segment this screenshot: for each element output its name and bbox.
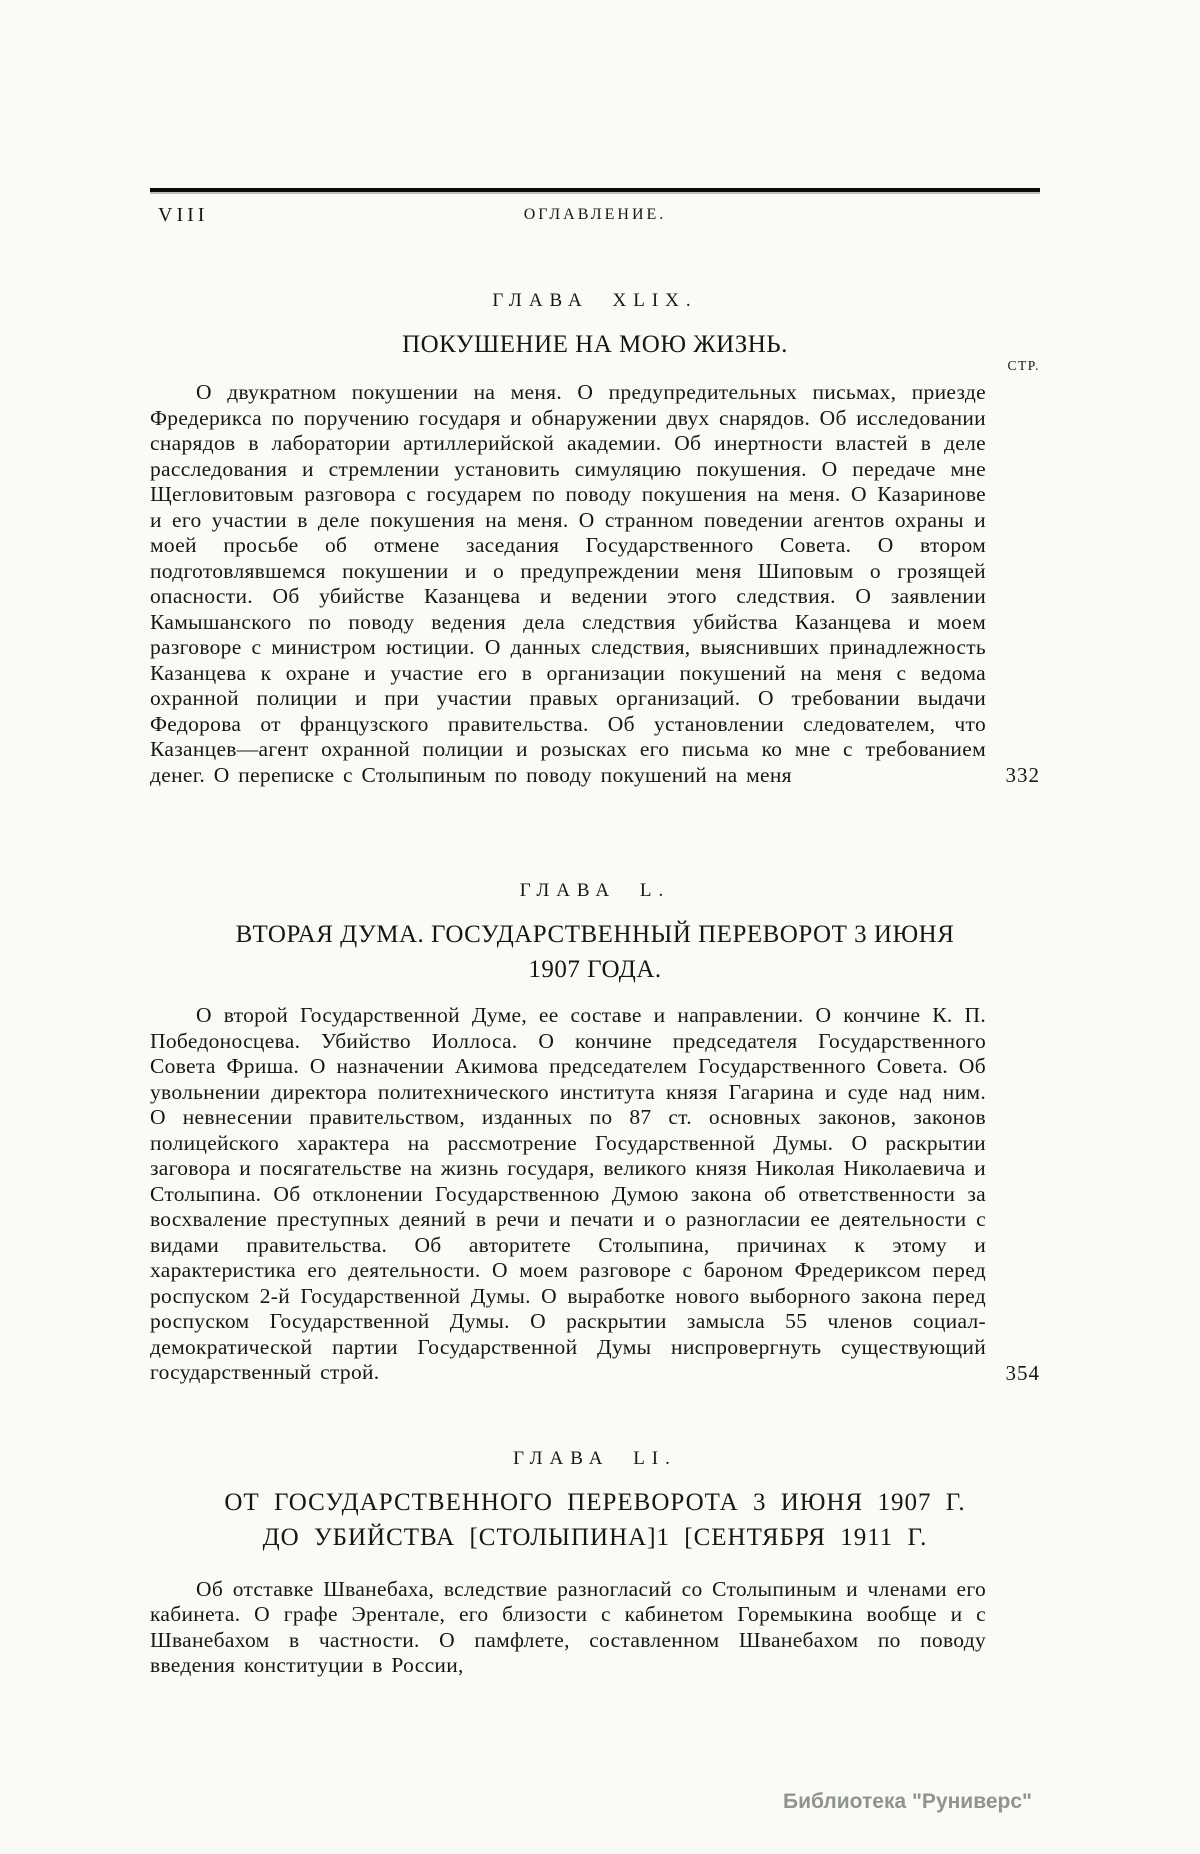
pages-column-header: СТР.: [1007, 358, 1040, 373]
chapter-title: ПОКУШЕНИЕ НА МОЮ ЖИЗНЬ.: [402, 331, 788, 358]
library-watermark: Библиотека "Руниверс": [782, 1790, 1032, 1813]
chapter-summary-block: [150, 1003, 1040, 1386]
running-title: ОГЛАВЛЕНИЕ.: [523, 206, 667, 223]
chapter-page-number: 332: [1005, 763, 1040, 787]
folio-page-number: VIII: [158, 204, 209, 226]
chapter-summary: О двукратном покушении на меня. О предупредительных письмах, приезде Фредерикса по поручению государя и обнаружении двух снарядов. Об исследовании снарядов в лаборатории артиллерийской академии. Об инертности властей в деле расследования и стремлении установить симуляцию покушения. О передаче мне Щегловитовым разговора с государем по поводу покушения на меня. О Казаринове и его участии в деле покушения на меня. О странном поведении агентов охраны и моей просьбе об отмене заседания Государственного Совета. О втором подготовлявшемся покушении и о предупреждении меня Шиповым о грозящей опасности. Об убийстве Казанцева и ведении этого следствия. О заявлении Камышанского по поводу ведения дела следствия убийства Казанцева и моем разговоре с министром юстиции. О данных следствия, выяснивших принадлежность Казанцева к охране и участие его в организации покушений на меня с ведома охранной полиции и при участии правых организаций. О требовании выдачи Федорова от французского правительства. Об установлении следователем, что Казанцев—агент охранной полиции и розысках его письма ко мне с требованием денег. О переписке с Столыпиным по поводу покушений на меня: [150, 380, 986, 787]
chapter-summary: Об отставке Шванебаха, вследствие разногласий со Столыпиным и членами его кабинета. О графе Эрентале, его близости с кабинетом Горемыкина вообще и с Шванебахом в частности. О памфлете, составленном Шванебахом по поводу введения конституции в России,: [150, 1576, 986, 1677]
header-rule: [150, 188, 1040, 192]
chapter-title-line-2: ДО УБИЙСТВА [СТОЛЫПИНА]1 [СЕНТЯБРЯ 1911 Г.: [262, 1523, 928, 1551]
chapter-label: ГЛАВА XLIX.: [492, 290, 698, 311]
chapter-label: ГЛАВА LI.: [513, 1447, 677, 1469]
page-header: [150, 204, 1040, 230]
chapter-summary-block: [150, 380, 1040, 788]
chapter-summary-block: [150, 1577, 1040, 1679]
chapter-title-line-1: ВТОРАЯ ДУМА. ГОСУДАРСТВЕННЫЙ ПЕРЕВОРОТ 3 ИЮНЯ: [235, 921, 955, 948]
chapter-title-line-2: 1907 ГОДА.: [528, 956, 662, 983]
chapter-title-line-1: ОТ ГОСУДАРСТВЕННОГО ПЕРЕВОРОТА 3 ИЮНЯ 1907 Г.: [224, 1488, 966, 1516]
chapter-summary: О второй Государственной Думе, ее составе и направлении. О кончине К. П. Победоносцева. Убийство Иоллоса. О кончине председателя Государственного Совета Фриша. О назначении Акимова председателем Государственного Совета. Об увольнении директора политехнического института князя Гагарина и суде над ним. О невнесении правительством, изданных по 87 ст. основных законов, законов полицейского характера на рассмотрение Государственной Думы. О раскрытии заговора и посягательстве на жизнь государя, великого князя Николая Николаевича и Столыпина. Об отклонении Государственною Думою закона об ответственности за восхваление преступных деяний в речи и печати и о разногласии ее деятельности с видами правительства. Об авторитете Столыпина, причинах к этому и характеристика его деятельности. О моем разговоре с бароном Фредериксом перед роспуском 2-й Государственной Думы. О выработке нового выборного закона перед роспуском Государственной Думы. О раскрытии замысла 55 членов социал-демократической партии Государственной Думы ниспровергнуть существующий государственный строй.: [150, 1003, 986, 1384]
toc-entry-chapter-l: [150, 880, 1040, 1386]
toc-entry-chapter-li: [150, 1448, 1040, 1679]
page-content: [150, 0, 1040, 1679]
chapter-label: ГЛАВА L.: [519, 880, 671, 901]
chapter-page-number: 354: [1005, 1360, 1040, 1385]
toc-entry-chapter-xlix: [150, 290, 1040, 788]
